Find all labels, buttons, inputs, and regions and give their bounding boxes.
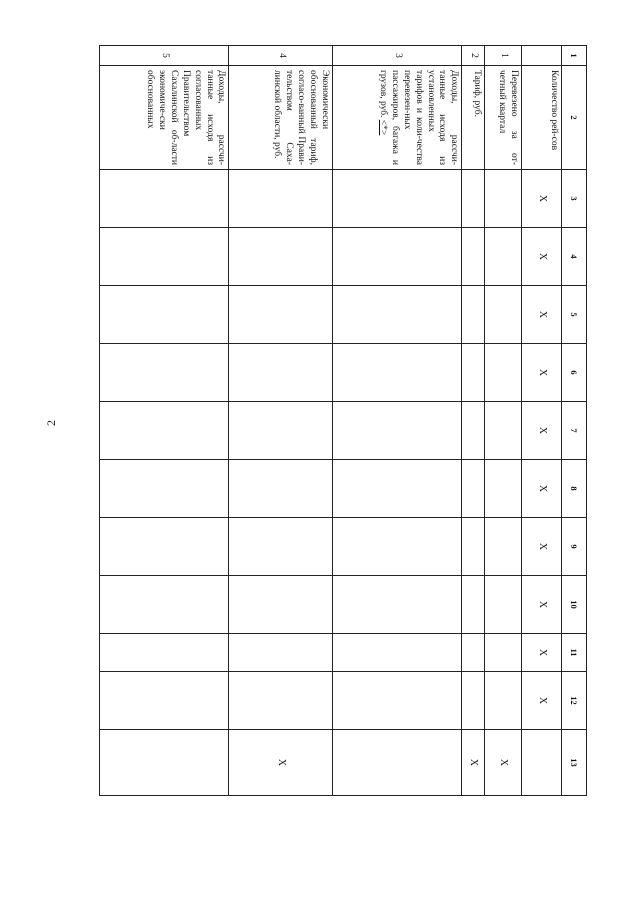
header-cell: 13 bbox=[562, 730, 587, 796]
header-cell: 2 bbox=[562, 66, 587, 170]
table-cell bbox=[462, 634, 484, 672]
table-cell bbox=[332, 634, 461, 672]
table-cell bbox=[229, 170, 333, 228]
table-cell bbox=[332, 228, 461, 286]
table-cell bbox=[462, 286, 484, 344]
table-row bbox=[100, 46, 229, 796]
table-cell bbox=[100, 170, 229, 228]
table-cell: Х bbox=[462, 730, 484, 796]
table-cell bbox=[332, 460, 461, 518]
table-cell bbox=[484, 344, 522, 402]
table-cell bbox=[229, 576, 333, 634]
table-cell bbox=[332, 402, 461, 460]
row-label-text: Перевезено за от-четный квартал bbox=[497, 70, 520, 165]
row-label-text: Доходы, рассчи-танные исходя из согласованных Правительством Сахалинской об-ласти экономиче-ски обоснованных bbox=[145, 70, 227, 165]
table-cell bbox=[484, 518, 522, 576]
table-row bbox=[484, 46, 522, 796]
row-label bbox=[522, 66, 562, 170]
row-label-text: Тариф, руб. bbox=[471, 70, 482, 117]
table-cell: Х bbox=[229, 730, 333, 796]
row-number: 2 bbox=[462, 46, 484, 66]
table-cell bbox=[229, 634, 333, 672]
table-cell bbox=[229, 518, 333, 576]
footnote-link[interactable]: <*> bbox=[378, 119, 389, 136]
table-cell: Х bbox=[484, 730, 522, 796]
row-number: 3 bbox=[332, 46, 461, 66]
table-cell bbox=[229, 672, 333, 730]
row-number: 1 bbox=[484, 46, 522, 66]
table-cell bbox=[332, 286, 461, 344]
header-cell: 3 bbox=[562, 170, 587, 228]
table-cell bbox=[332, 518, 461, 576]
table-cell bbox=[462, 402, 484, 460]
row-label bbox=[462, 66, 484, 170]
row-label bbox=[332, 66, 461, 170]
row-number: 5 bbox=[100, 46, 229, 66]
table-cell: Х bbox=[522, 672, 562, 730]
header-cell: 6 bbox=[562, 344, 587, 402]
row-label-text: Количество рей-сов bbox=[549, 70, 560, 151]
table-cell bbox=[332, 170, 461, 228]
table-cell bbox=[100, 402, 229, 460]
table-cell bbox=[332, 730, 461, 796]
row-number: 4 bbox=[229, 46, 333, 66]
table-cell bbox=[462, 672, 484, 730]
table-cell bbox=[522, 730, 562, 796]
table-cell bbox=[332, 672, 461, 730]
table-row bbox=[522, 46, 562, 796]
table-cell bbox=[484, 402, 522, 460]
header-cell: 5 bbox=[562, 286, 587, 344]
header-cell: 9 bbox=[562, 518, 587, 576]
table-cell bbox=[229, 460, 333, 518]
table-cell bbox=[484, 228, 522, 286]
row-label-text: Доходы, рассчи-танные исходя из установленных тарифов и коли-чества перевезен-ных пассажиров, багажа и грузов, руб. bbox=[378, 70, 460, 165]
table-cell: Х bbox=[522, 518, 562, 576]
report-table bbox=[99, 45, 587, 796]
table-cell bbox=[100, 518, 229, 576]
table-cell bbox=[462, 576, 484, 634]
table-cell bbox=[100, 634, 229, 672]
table-cell bbox=[229, 286, 333, 344]
table-cell bbox=[484, 576, 522, 634]
row-label-text: Экономически обоснованный тариф, согласо-ванный Прави-тельством Саха-линской области, руб. bbox=[272, 70, 330, 165]
row-label bbox=[484, 66, 522, 170]
table-cell bbox=[229, 228, 333, 286]
table-cell bbox=[100, 672, 229, 730]
table-cell bbox=[229, 344, 333, 402]
table-cell: Х bbox=[522, 460, 562, 518]
report-table-container bbox=[99, 45, 587, 767]
table-row bbox=[332, 46, 461, 796]
header-cell: 1 bbox=[562, 46, 587, 66]
table-cell bbox=[484, 170, 522, 228]
header-cell: 10 bbox=[562, 576, 587, 634]
table-cell: Х bbox=[522, 344, 562, 402]
table-cell: Х bbox=[522, 576, 562, 634]
table-cell bbox=[100, 460, 229, 518]
table-cell bbox=[462, 344, 484, 402]
table-cell bbox=[332, 576, 461, 634]
table-cell bbox=[484, 672, 522, 730]
row-label bbox=[100, 66, 229, 170]
table-cell bbox=[100, 730, 229, 796]
header-row bbox=[562, 46, 587, 796]
header-cell: 12 bbox=[562, 672, 587, 730]
table-cell bbox=[100, 228, 229, 286]
table-cell: Х bbox=[522, 170, 562, 228]
table-row bbox=[229, 46, 333, 796]
table-cell: Х bbox=[522, 402, 562, 460]
table-cell bbox=[484, 286, 522, 344]
table-cell: Х bbox=[522, 634, 562, 672]
page-number: 2 bbox=[44, 420, 58, 426]
table-cell bbox=[100, 576, 229, 634]
table-cell bbox=[100, 286, 229, 344]
table-cell: Х bbox=[522, 286, 562, 344]
table-cell bbox=[484, 460, 522, 518]
header-cell: 11 bbox=[562, 634, 587, 672]
table-cell bbox=[462, 170, 484, 228]
table-cell bbox=[462, 228, 484, 286]
table-cell bbox=[332, 344, 461, 402]
row-label bbox=[229, 66, 333, 170]
table-row bbox=[462, 46, 484, 796]
header-cell: 8 bbox=[562, 460, 587, 518]
table-cell bbox=[229, 402, 333, 460]
header-cell: 7 bbox=[562, 402, 587, 460]
table-cell bbox=[484, 634, 522, 672]
table-cell bbox=[100, 344, 229, 402]
row-number bbox=[522, 46, 562, 66]
table-cell bbox=[462, 460, 484, 518]
header-cell: 4 bbox=[562, 228, 587, 286]
table-cell: Х bbox=[522, 228, 562, 286]
table-cell bbox=[462, 518, 484, 576]
